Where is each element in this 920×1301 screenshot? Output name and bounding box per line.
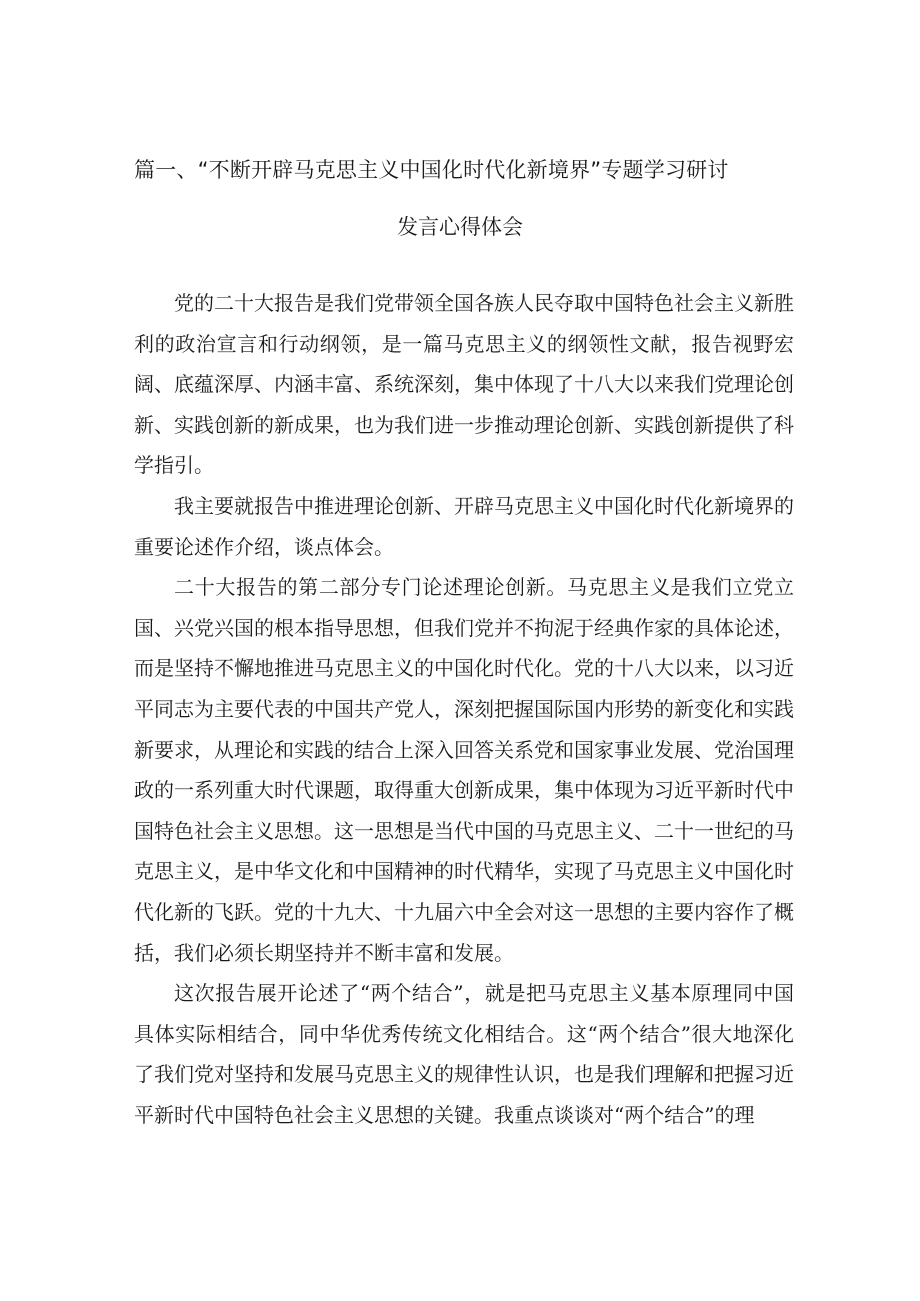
document-body: [134, 283, 794, 1135]
document-title-line-1: 篇一、“不断开辟马克思主义中国化时代化新境界”专题学习研讨: [134, 158, 729, 182]
body-paragraph-2: 我主要就报告中推进理论创新、开辟马克思主义中国化时代化新境界的重要论述作介绍，谈点体会。: [134, 493, 794, 559]
body-paragraph-1: 党的二十大报告是我们党带领全国各族人民夺取中国特色社会主义新胜利的政治宣言和行动纲领，是一篇马克思主义的纲领性文献，报告视野宏阔、底蕴深厚、内涵丰富、系统深刻，集中体现了十八大以来我们党理论创新、实践创新的新成果，也为我们进一步推动理论创新、实践创新提供了科学指引。: [134, 291, 794, 478]
document-title-line-2: 发言心得体会: [397, 215, 523, 239]
body-paragraph-4: 这次报告展开论述了“两个结合”，就是把马克思主义基本原理同中国具体实际相结合，同中华优秀传统文化相结合。这“两个结合”很大地深化了我们党对坚持和发展马克思主义的规律性认识，也是我们理解和把握习近平新时代中国特色社会主义思想的关键。我重点谈谈对“两个结合”的理: [134, 981, 794, 1127]
body-paragraph-3: 二十大报告的第二部分专门论述理论创新。马克思主义是我们立党立国、兴党兴国的根本指导思想，但我们党并不拘泥于经典作家的具体论述，而是坚持不懈地推进马克思主义的中国化时代化。党的十八大以来，以习近平同志为主要代表的中国共产党人，深刻把握国际国内形势的新变化和实践新要求，从理论和实践的结合上深入回答关系党和国家事业发展、党治国理政的一系列重大时代课题，取得重大创新成果，集中体现为习近平新时代中国特色社会主义思想。这一思想是当代中国的马克思主义、二十一世纪的马克思主义，是中华文化和中国精神的时代精华，实现了马克思主义中国化时代化新的飞跃。党的十九大、十九届六中全会对这一思想的主要内容作了概括，我们必须长期坚持并不断丰富和发展。: [134, 575, 794, 965]
